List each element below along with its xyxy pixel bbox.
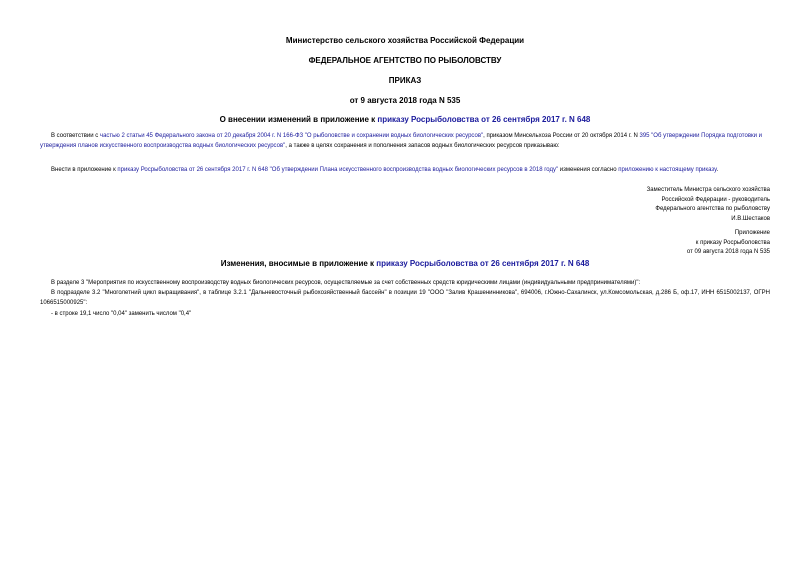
appendix-ref-line: Приложение xyxy=(734,230,770,236)
appendix-title-link[interactable]: приказу Росрыболовства от 26 сентября 2017 г. N 648 xyxy=(376,259,590,268)
preamble-text: Внести в приложение к xyxy=(51,167,118,173)
signature-line: Российской Федерации - руководитель xyxy=(661,196,770,203)
preamble-text: , а также в целях сохранения и пополнения запасов водных биологических ресурсов приказываю: xyxy=(285,142,560,149)
preamble-text: . xyxy=(716,167,719,173)
document-date: от 9 августа 2018 года N 535 xyxy=(349,96,461,105)
appendix-paragraph-2: В подразделе 3.2 "Многолетний цикл выращивания", в таблице 3.2.1 "Дальневосточный рыбохозяйственный бассейн" в позиции 19 "ООО "Залив Крашенинникова", 694006, г.Южно-Сахалинск, ул.Комсомольская, д.286 Б, оф.17, ИНН 6515002137, ОГРН 1066515000925": xyxy=(40,290,770,306)
order-648-link[interactable]: приказу Росрыболовства от 26 сентября 2017 г. N 648 "Об утверждении Плана искусственного воспроизводства водных биологических ресурсов в 2018 году" xyxy=(117,167,559,173)
preamble-text: , приказом Минсельхоза России от 20 октября 2014 г. N xyxy=(483,133,640,139)
ministry-title: Министерство сельского хозяйства Российской Федерации xyxy=(285,36,525,45)
agency-title: ФЕДЕРАЛЬНОЕ АГЕНТСТВО ПО РЫБОЛОВСТВУ xyxy=(308,56,502,65)
preamble-text: изменения согласно xyxy=(558,167,619,173)
appendix-reference xyxy=(510,229,770,258)
signature-line: Заместитель Министра сельского хозяйства xyxy=(646,187,770,193)
preamble-paragraph-2 xyxy=(40,166,770,176)
signature-line: Федерального агентства по рыболовству xyxy=(655,206,770,212)
preamble-text: В соответствии с xyxy=(51,133,100,139)
preamble-paragraph-1 xyxy=(40,132,770,151)
appendix-link[interactable]: приложению к настоящему приказу xyxy=(618,167,717,173)
subject-link[interactable]: приказу Росрыболовства от 26 сентября 2017 г. N 648 xyxy=(377,115,591,124)
appendix-title xyxy=(40,259,770,269)
document-subject xyxy=(40,115,770,125)
law-link[interactable]: частью 2 статьи 45 Федерального закона от 20 декабря 2004 г. N 166-ФЗ "О рыболовстве и сохранении водных биологических ресурсов" xyxy=(99,133,484,139)
appendix-ref-line: к приказу Росрыболовства xyxy=(695,239,770,246)
document-type: ПРИКАЗ xyxy=(388,76,422,85)
appendix-paragraph-1: В разделе 3 "Мероприятия по искусственному воспроизводству водных биологических ресурсов, осуществляемые за счет собственных средств юридическими лицами (индивидуальными предпринимателями)": xyxy=(51,280,641,286)
subject-text: О внесении изменений в приложение к xyxy=(219,115,378,124)
order-395-link[interactable]: 395 "Об утверждении Порядка подготовки и утверждения планов искусственного воспроизводства водных биологических ресурсов" xyxy=(40,133,763,149)
appendix-ref-line: от 09 августа 2018 года N 535 xyxy=(686,249,770,255)
appendix-title-text: Изменения, вносимые в приложение к xyxy=(220,259,377,268)
signatory-name: И.В.Шестаков xyxy=(731,215,770,222)
appendix-paragraph-3: - в строке 19,1 число "0,04" заменить числом "0,4" xyxy=(51,311,192,317)
signature-block xyxy=(510,186,770,224)
document-page xyxy=(40,0,770,571)
